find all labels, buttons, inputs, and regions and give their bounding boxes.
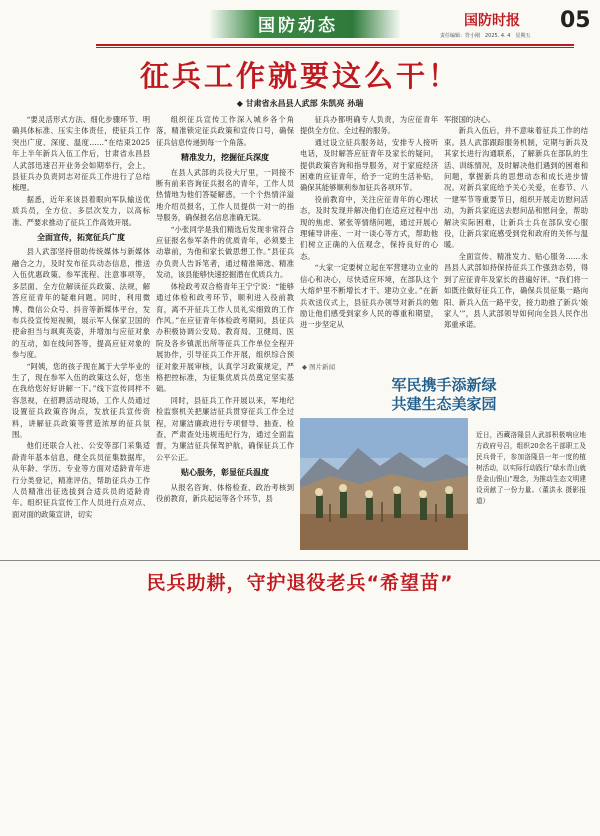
photo-caption: 近日，西藏洛隆县人武部积极响应地方政府号召，组织20余名干部职工及民兵骨干，参加洛隆县一年一度的植树活动，以实际行动践行“绿水青山就是金山银山”理念，为推动生态文明建设贡献了一份力量。（董洪永 摄影报道） bbox=[476, 431, 586, 505]
section-subhead: 贴心服务，彰显征兵温度 bbox=[181, 468, 269, 478]
photo-news-headline bbox=[300, 376, 588, 414]
article-column-3 bbox=[300, 114, 438, 356]
article-byline: ◆ 甘肃省永昌县人武部 朱凯亮 孙瑞 bbox=[236, 99, 364, 108]
article-column-2 bbox=[156, 114, 294, 559]
photo-headline-line: 军民携手添新绿 bbox=[391, 376, 497, 394]
article2-headline: 民兵助耕，守护退役老兵“希望苗” bbox=[146, 572, 454, 594]
paragraph: 征兵办都明确专人负责，为应征青年提供全方位、全过程的服务。 bbox=[300, 115, 438, 136]
masthead-rule bbox=[96, 44, 574, 46]
paragraph: 通过设立征兵服务站，安排专人接听电话，及时解答应征青年及家长的疑问，提供政策咨询和指导服务，对于家庭经济困难的应征青年，给予一定的生活补贴，确保其能够顺利参加征兵各项环节。 bbox=[300, 137, 438, 193]
news-photo bbox=[300, 418, 468, 550]
article-headline: 征兵工作就要这么干！ bbox=[139, 59, 460, 93]
paragraph: 全面宣传、精准发力、贴心服务……永昌县人武部如持保持征兵工作强劲态势，得到了应征青年及家长的普遍好评。“我们将一如既往做好征兵工作，确保兵员征集一路向阳、新兵入伍一路平安，接力助推了新兵‘娘家人’”，县人武部领导如何向全县人民作出郑重承诺。 bbox=[444, 251, 588, 330]
paragraph: 在县人武部的兵役大厅里，一同接不断有前来咨询征兵报名的青年，工作人员热情地为他们答疑解惑，一个个热情洋溢地介绍员报名，工作人员提供一对一的指导服务，确保报名信息准确无误。 bbox=[156, 167, 294, 223]
article-column-4 bbox=[444, 114, 588, 356]
paragraph: “阿姨，您的孩子现在属于大学毕业的生了，现在参军入伍的政策这么好，您坐在我给您好好讲解一下。”线下宣传同样不容忽视，在招聘活动现场，工作人员通过设置征兵政策咨询点，发放征兵宣传资料，讲解征兵政策等营造浓厚的征兵氛围。 bbox=[12, 361, 150, 439]
page-number: 05 bbox=[560, 8, 591, 33]
paragraph: 他们还联合人社、公安等部门采集适龄青年基本信息，健全兵员征集数据库，从年龄、学历、专业等方面对适龄青年进行分类登记，精准评估，帮助征兵办工作人员精准出征选拔到合适兵员的适龄青年。组织征兵宣传工作人员进行点对点、面对面的政策宣讲，切实 bbox=[12, 441, 150, 519]
tree-planting-photo bbox=[300, 418, 468, 550]
section-subhead: 全面宣传，拓宽征兵广度 bbox=[37, 233, 125, 243]
newspaper-logo: 国防时报 bbox=[464, 13, 520, 29]
paragraph: 体检政考双合格青年王宁宁说：“能够通过体检和政考环节，顺利进入役前教育，离不开征兵工作人员礼实细致的工作作风。”在应征青年体检政考期间，县征兵办积极协调公安局、教育局、卫健局、医院及各乡镇派出所等征兵工作单位全程开展协作，引导征兵工作开展，组织综合预征对象开展审核，认真学习政策规定，严格把控标准，为征集优质兵员奠定坚实基础。 bbox=[156, 281, 294, 394]
section-title: 国防动态 bbox=[258, 16, 338, 36]
article-column-1 bbox=[12, 114, 150, 559]
section-subhead: 精准发力，挖掘征兵深度 bbox=[181, 153, 269, 163]
paragraph: 军报国的决心。 bbox=[444, 115, 496, 124]
photo-news-label: ◆ 图片新闻 bbox=[302, 363, 336, 371]
paragraph: 组织征兵宣传工作深入城乡各个角落，精准锁定征兵政策和宣传口号，确保征兵信息传递到每一个角落。 bbox=[156, 115, 294, 147]
paragraph: 新兵入伍后，并不意味着征兵工作的结束。县人武部跟踪服务机制，定期与新兵及其家长进行沟通联系，了解新兵在部队的生活、训练情况，及时解决他们遇到的困难和问题，掌握新兵的思想动态和成长进步情况。对新兵家庭给予关心关爱，在春节、八一建军节等重要节日，组织开展走访慰问活动，为新兵家庭送去慰问品和慰问金，帮助解决实际困难，让新兵士兵在部队安心服役，让新兵家庭感受到党和政府的关怀与温暖。 bbox=[444, 126, 588, 250]
masthead-rule-thin bbox=[96, 47, 574, 48]
paragraph: “大家一定要树立起在军营建功立业的信心和决心，尽快适应环境，在部队这个大熔炉里不断增长才干、建功立业。”在新兵欢送仪式上，县征兵办领导对新兵的勉励让他们感受到家乡人民的尊重和期望，进一步坚定从 bbox=[300, 263, 438, 330]
photo-headline-line: 共建生态美家园 bbox=[391, 395, 497, 413]
paragraph: 从报名咨询、体格检查、政治考核到役前教育，新兵起运等各个环节，县 bbox=[156, 482, 294, 503]
paragraph: “要灵活形式方法、细化步骤环节、明确具体标准、压实主体责任，使征兵工作突出广度、深度、温度……”在结束2025年上半年新兵入伍工作后，甘肃省永昌县人武部迅速召开业务会如期举行，会上，县征兵办负责同志对征兵工作进行了总结梳理。 bbox=[12, 115, 150, 193]
paragraph: 县人武部坚持借助传统媒体与新媒体融合之力，及时发布征兵动态信息，推送入伍优惠政策、参军流程、注意事项等，多层面、全方位解读征兵政策、法规，解答应征青年的疑难问题。同时，利用微博、微信公众号、抖音等新媒体平台，发布兵役宣传短视频，展示军人保家卫国的使命担当与飒爽英姿，并增加与应征对象的互动，如在线问答等，提高应征对象的参与度。 bbox=[12, 247, 150, 360]
paragraph: 同时，县征兵工作开展以来，军地纪检监察机关把廉洁征兵贯穿征兵工作全过程，对廉洁廉政进行专项督导、抽查、检查，严肃查处违规违纪行为，通过全面监督，为廉洁征兵保驾护航，确保征兵工作公平公正。 bbox=[156, 395, 294, 462]
paragraph: 据悉，近年来该县着眼向军队输送优质兵员，全方位、多层次发力，以高标准、严要求推动了征兵工作高效开展。 bbox=[12, 194, 150, 227]
section-divider bbox=[0, 560, 600, 561]
paragraph: “小张同学是我们精选后发现非常符合应征报名参军条件的优质青年，必须要主动靠前，为他和家长做思想工作。”县征兵办负责人告诉笔者，通过精准筛选、精准发动，该县能够快速挖掘潜在优质兵力。 bbox=[156, 224, 294, 280]
issue-meta: 责任编辑：符小刚 2025. 4. 4 星期五 bbox=[440, 33, 531, 39]
paragraph: 役前教育中，关注应征青年的心理状态，及时发现并解决他们在适应过程中出现的焦虑、紧张等情绪问题，通过开展心理辅导讲座、一对一谈心等方式，帮助他们树立正确的入伍观念，保持良好的心态。 bbox=[300, 194, 438, 261]
page-masthead bbox=[0, 0, 600, 46]
